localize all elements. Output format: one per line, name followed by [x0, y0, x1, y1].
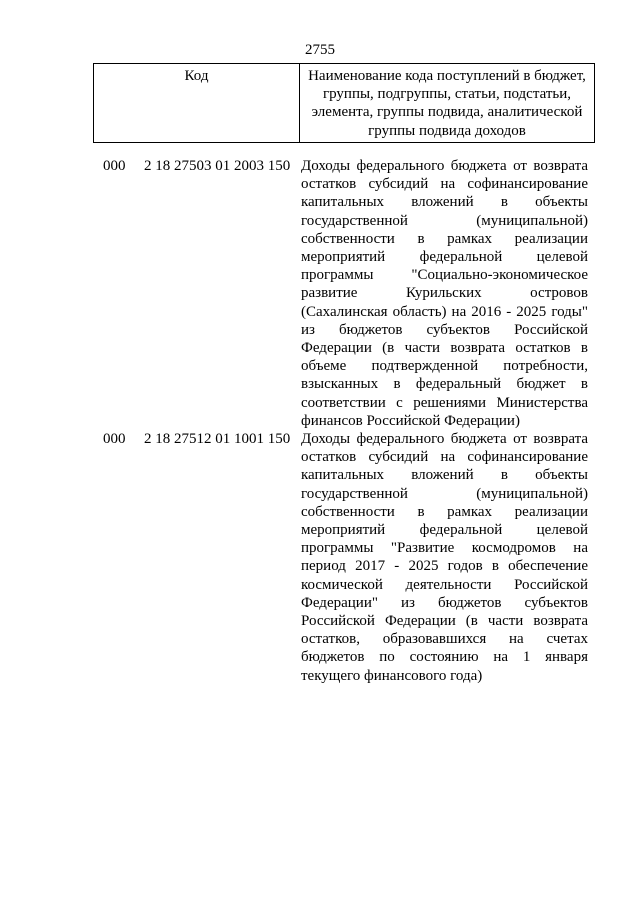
row-admin-code: 000 [103, 158, 126, 174]
header-row [94, 64, 595, 143]
header-name-label: Наименование кода поступлений в бюджет, группы, подгруппы, статьи, подстатьи, элемента, группы подвида, аналитической группы подвида доходов [300, 64, 595, 143]
row-description: Доходы федерального бюджета от возврата остатков субсидий на софинансирование капитальных вложений в объекты государственной (муниципальной) собственности в рамках реализации мероприятий федеральной целевой программы "Развитие космодромов на период 2017 - 2025 годов в обеспечение космической деятельности Российской Федерации" из бюджетов субъектов Российской Федерации (в части возврата остатков, образовавшихся на счетах бюджетов по состоянию на 1 января текущего финансового года) [301, 431, 588, 684]
table-body [103, 157, 593, 685]
row-admin-code: 000 [103, 431, 126, 448]
table-row [103, 430, 593, 685]
table-header [93, 63, 595, 143]
row-income-code: 2 18 27503 01 2003 150 [144, 158, 291, 174]
page-number: 2755 [305, 42, 335, 58]
row-income-code: 2 18 27512 01 1001 150 [144, 431, 291, 448]
row-description: Доходы федерального бюджета от возврата остатков субсидий на софинансирование капитальных вложений в объекты государственной (муниципальной) собственности в рамках реализации мероприятий федеральной целевой программы "Социально-экономическое развитие Курильских островов (Сахалинская область) на 2016 - 2025 годы" из бюджетов субъектов Российской Федерации (в части возврата остатков в объеме подтвержденной потребности, взысканных в федеральный бюджет в соответствии с решениями Министерства финансов Российской Федерации) [301, 158, 588, 429]
table-row [103, 157, 593, 430]
header-code-label: Код [94, 64, 300, 143]
